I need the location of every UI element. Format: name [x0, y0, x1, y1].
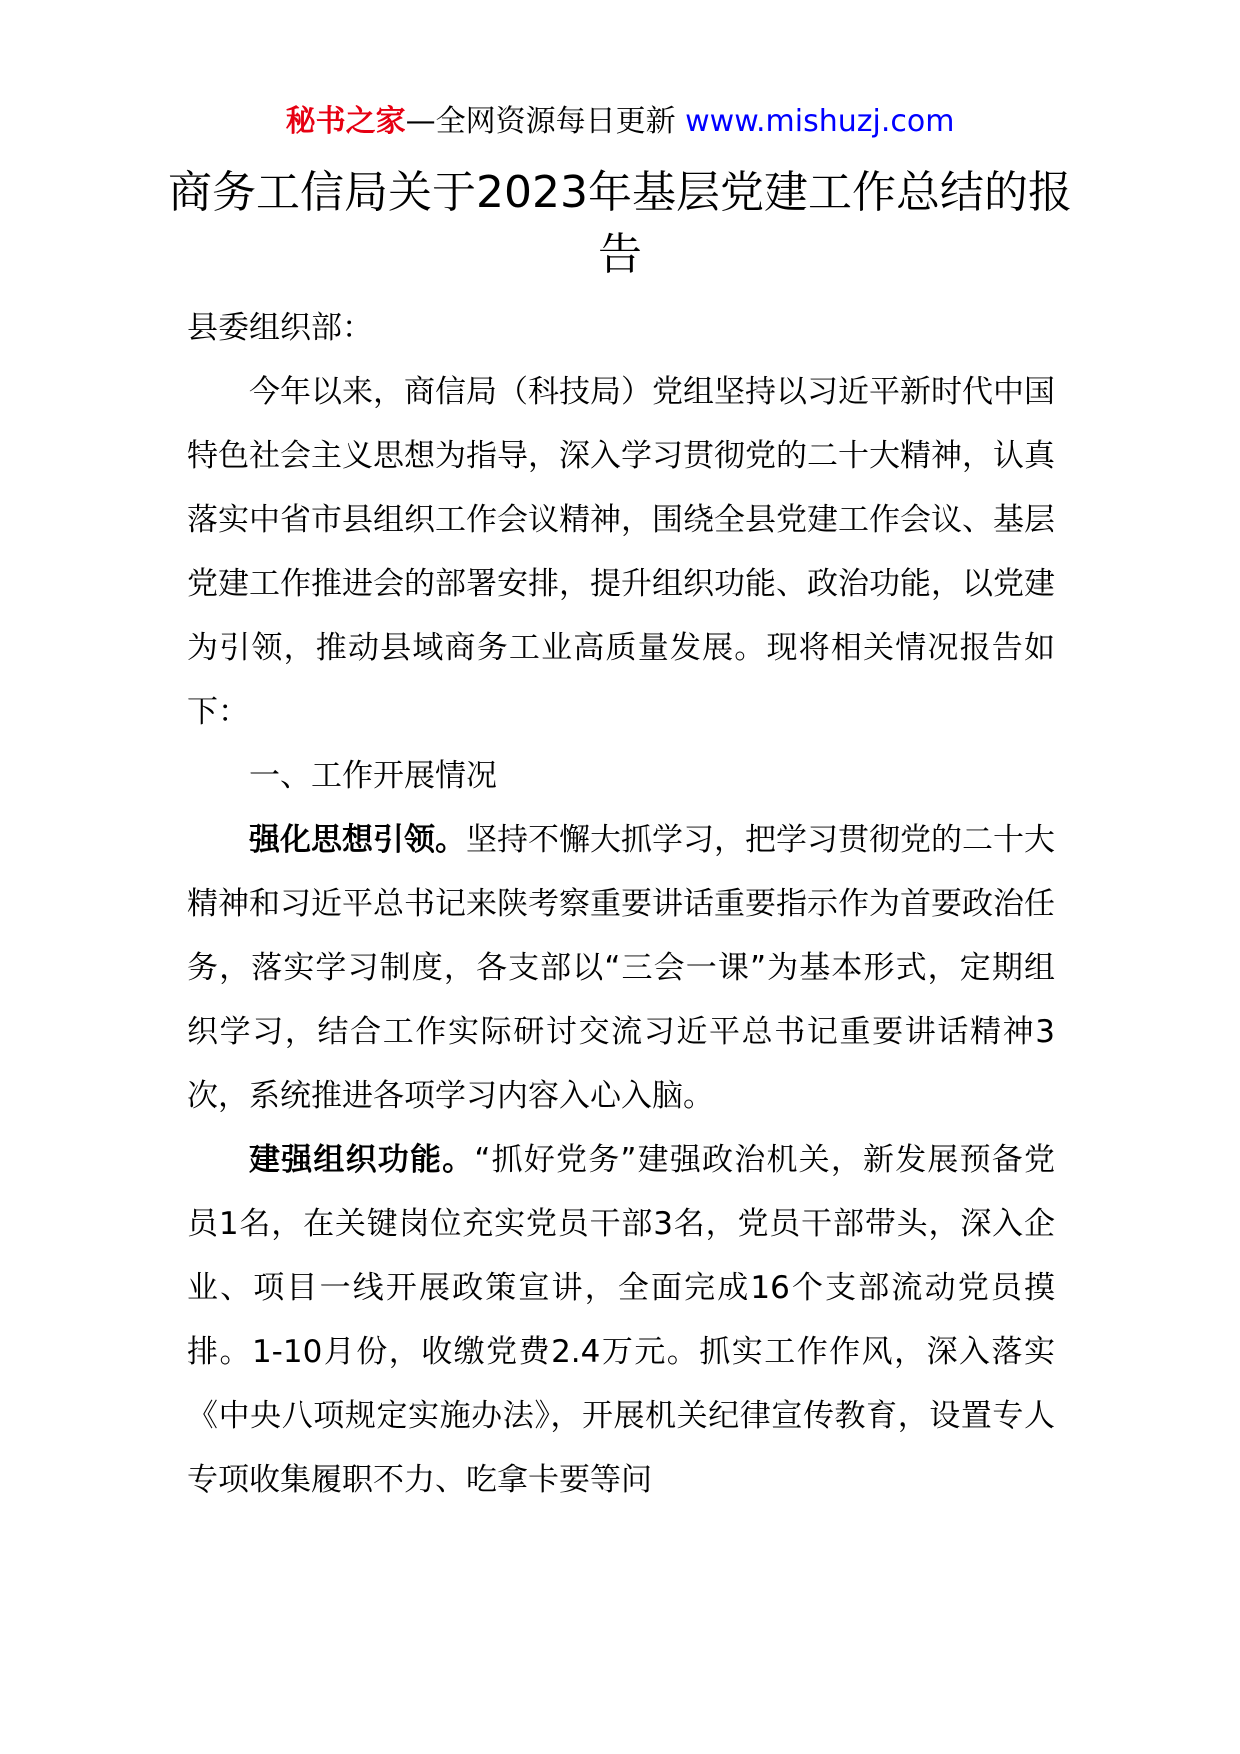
document-body — [187, 296, 1055, 1512]
site-url-link[interactable]: www.mishuzj.com — [685, 104, 955, 139]
salutation: 县委组织部： — [187, 310, 373, 346]
paragraph-lead: 建强组织功能。 — [249, 1142, 475, 1178]
paragraph-lead: 强化思想引领。 — [249, 822, 466, 858]
body-paragraph — [187, 1128, 1055, 1512]
paragraph-text: 坚持不懈大抓学习，把学习贯彻党的二十大精神和习近平总书记来陕考察重要讲话重要指示作为首要政治任务，落实学习制度，各支部以“三会一课”为基本形式，定期组织学习，结合工作实际研讨交流习近平总书记重要讲话精神3次，系统推进各项学习内容入心入脑。 — [187, 822, 1055, 1114]
paragraph-text: “抓好党务”建强政治机关，新发展预备党员1名，在关键岗位充实党员干部3名，党员干部带头，深入企业、项目一线开展政策宣讲，全面完成16个支部流动党员摸排。1-10月份，收缴党费2.4万元。抓实工作作风，深入落实《中央八项规定实施办法》，开展机关纪律宣传教育，设置专人专项收集履职不力、吃拿卡要等问 — [187, 1142, 1056, 1498]
section-heading: 一、工作开展情况 — [249, 758, 497, 794]
site-banner — [0, 100, 1240, 144]
document-title: 商务工信局关于2023年基层党建工作总结的报告 — [168, 167, 1072, 280]
site-brand: 秘书之家 — [285, 104, 406, 139]
body-paragraph — [187, 808, 1055, 1128]
site-slogan: —全网资源每日更新 — [405, 104, 676, 139]
intro-paragraph: 今年以来，商信局（科技局）党组坚持以习近平新时代中国特色社会主义思想为指导，深入学习贯彻党的二十大精神，认真落实中省市县组织工作会议精神，围绕全县党建工作会议、基层党建工作推进会的部署安排，提升组织功能、政治功能，以党建为引领，推动县域商务工业高质量发展。现将相关情况报告如下： — [187, 374, 1055, 730]
